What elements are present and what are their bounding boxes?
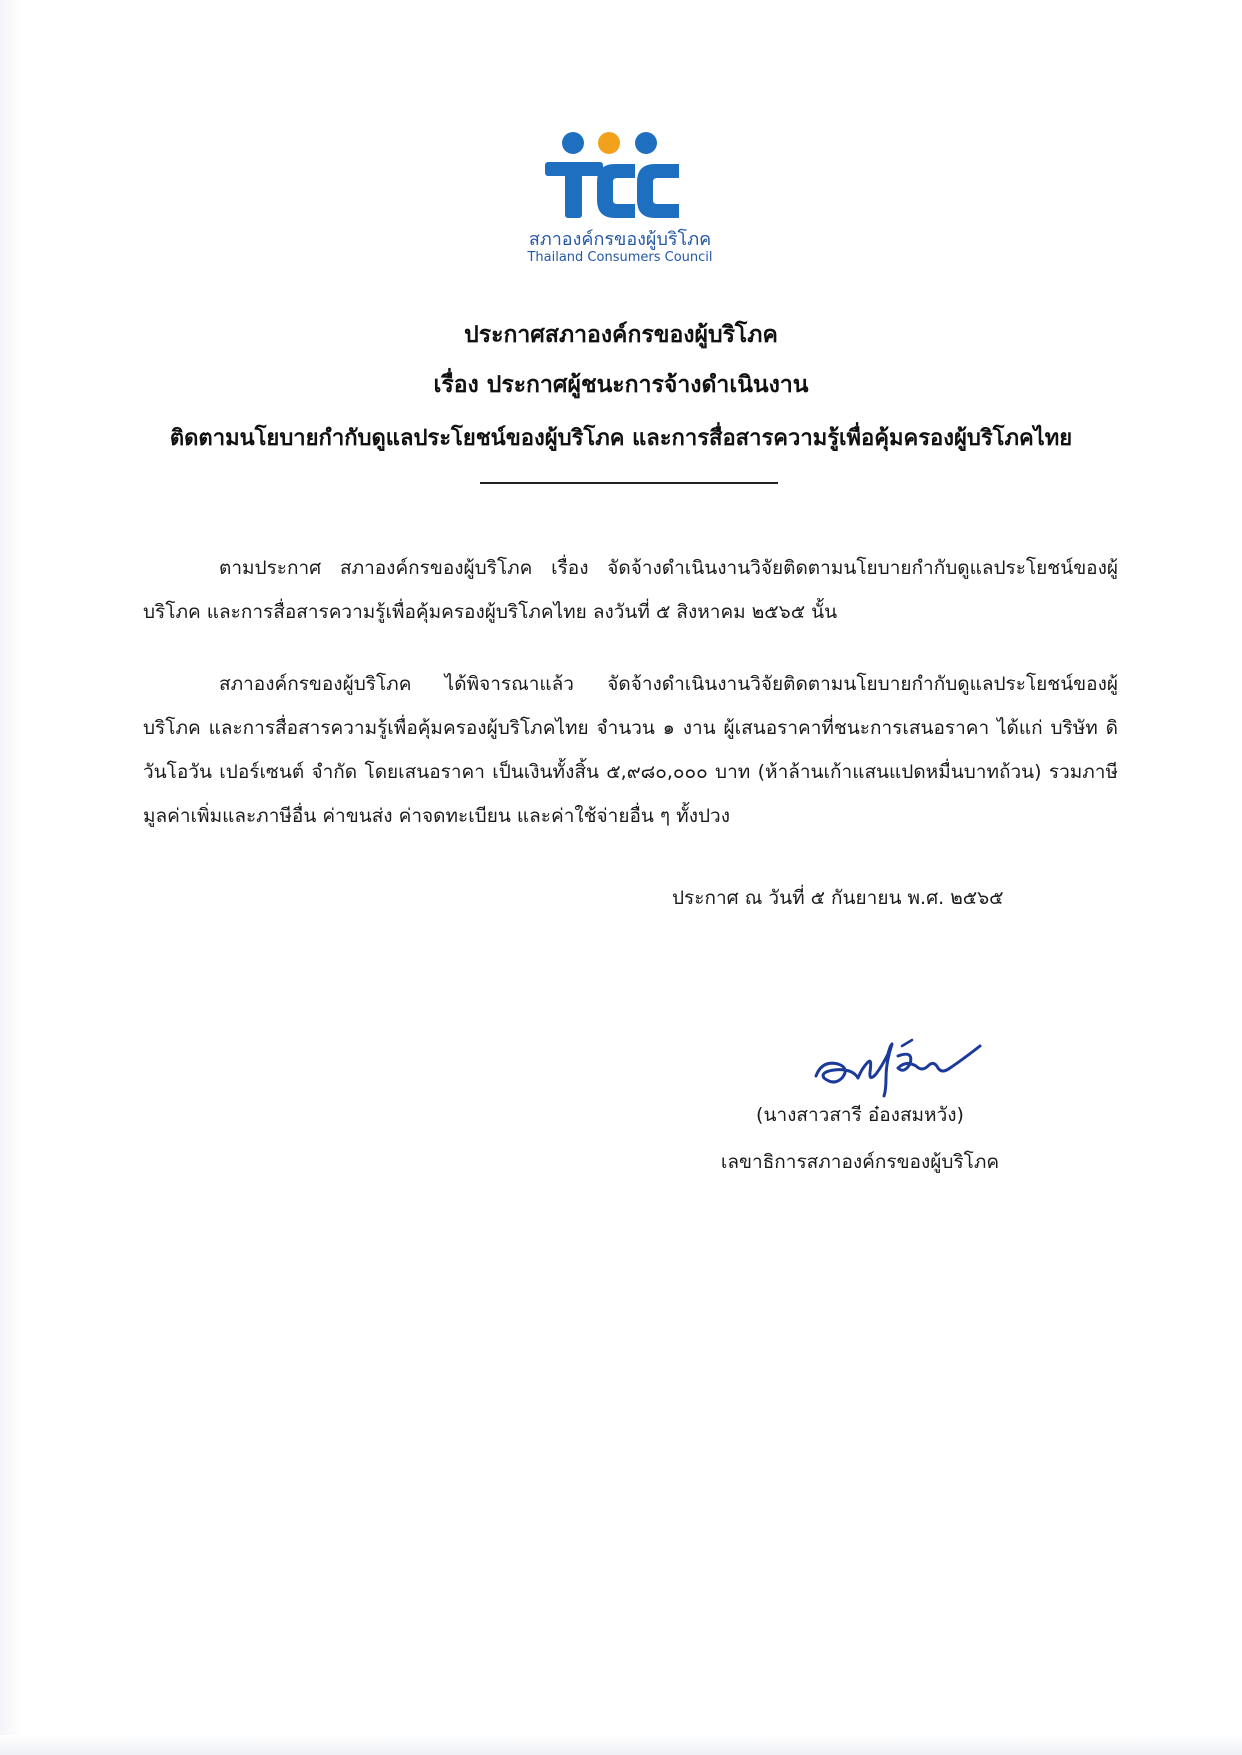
- tcc-logo: [500, 118, 740, 268]
- body-paragraph-1: ตามประกาศ สภาองค์กรของผู้บริโภค เรื่อง จัดจ้างดำเนินงานวิจัยติดตามนโยบายกำกับดูแลประโยชน์ของผู้บริโภค และการสื่อสารความรู้เพื่อคุ้มครองผู้บริโภคไทย ลงวันที่ ๕ สิงหาคม ๒๕๖๕ นั้น: [143, 557, 1118, 623]
- page-shadow-left: [0, 0, 22, 1755]
- announcement-subject: เรื่อง ประกาศผู้ชนะการจ้างดำเนินงาน: [433, 372, 809, 398]
- body-paragraph-2: สภาองค์กรของผู้บริโภค ได้พิจารณาแล้ว จัดจ้างดำเนินงานวิจัยติดตามนโยบายกำกับดูแลประโยชน์ของผู้บริโภค และการสื่อสารความรู้เพื่อคุ้มครองผู้บริโภคไทย จำนวน ๑ งาน ผู้เสนอราคาที่ชนะการเสนอราคา ได้แก่ บริษัท ดิ วันโอวัน เปอร์เซนต์ จำกัด โดยเสนอราคา เป็นเงินทั้งสิ้น ๕,๙๘๐,๐๐๐ บาท (ห้าล้านเก้าแสนแปดหมื่นบาทถ้วน) รวมภาษีมูลค่าเพิ่มและภาษีอื่น ค่าขนส่ง ค่าจดทะเบียน และค่าใช้จ่ายอื่น ๆ ทั้งปวง: [143, 673, 1118, 827]
- announcement-project-name: ติดตามนโยบายกำกับดูแลประโยชน์ของผู้บริโภค และการสื่อสารความรู้เพื่อคุ้มครองผู้บริโภคไทย: [169, 426, 1073, 451]
- page-shadow-bottom: [0, 1735, 1242, 1755]
- announcement-date: ประกาศ ณ วันที่ ๕ กันยายน พ.ศ. ๒๕๖๕: [672, 887, 1004, 909]
- title-divider: [480, 482, 778, 484]
- announcement-title: ประกาศสภาองค์กรของผู้บริโภค: [464, 322, 778, 348]
- logo-english-name: Thailand Consumers Council: [527, 250, 713, 265]
- handwritten-signature: [812, 1038, 987, 1100]
- signatory-name: (นางสาวสารี อ๋องสมหวัง): [756, 1104, 964, 1126]
- logo-thai-name: สภาองค์กรของผู้บริโภค: [528, 229, 712, 250]
- signatory-title: เลขาธิการสภาองค์กรของผู้บริโภค: [720, 1151, 1000, 1173]
- tcc-logo-mark: [545, 130, 695, 222]
